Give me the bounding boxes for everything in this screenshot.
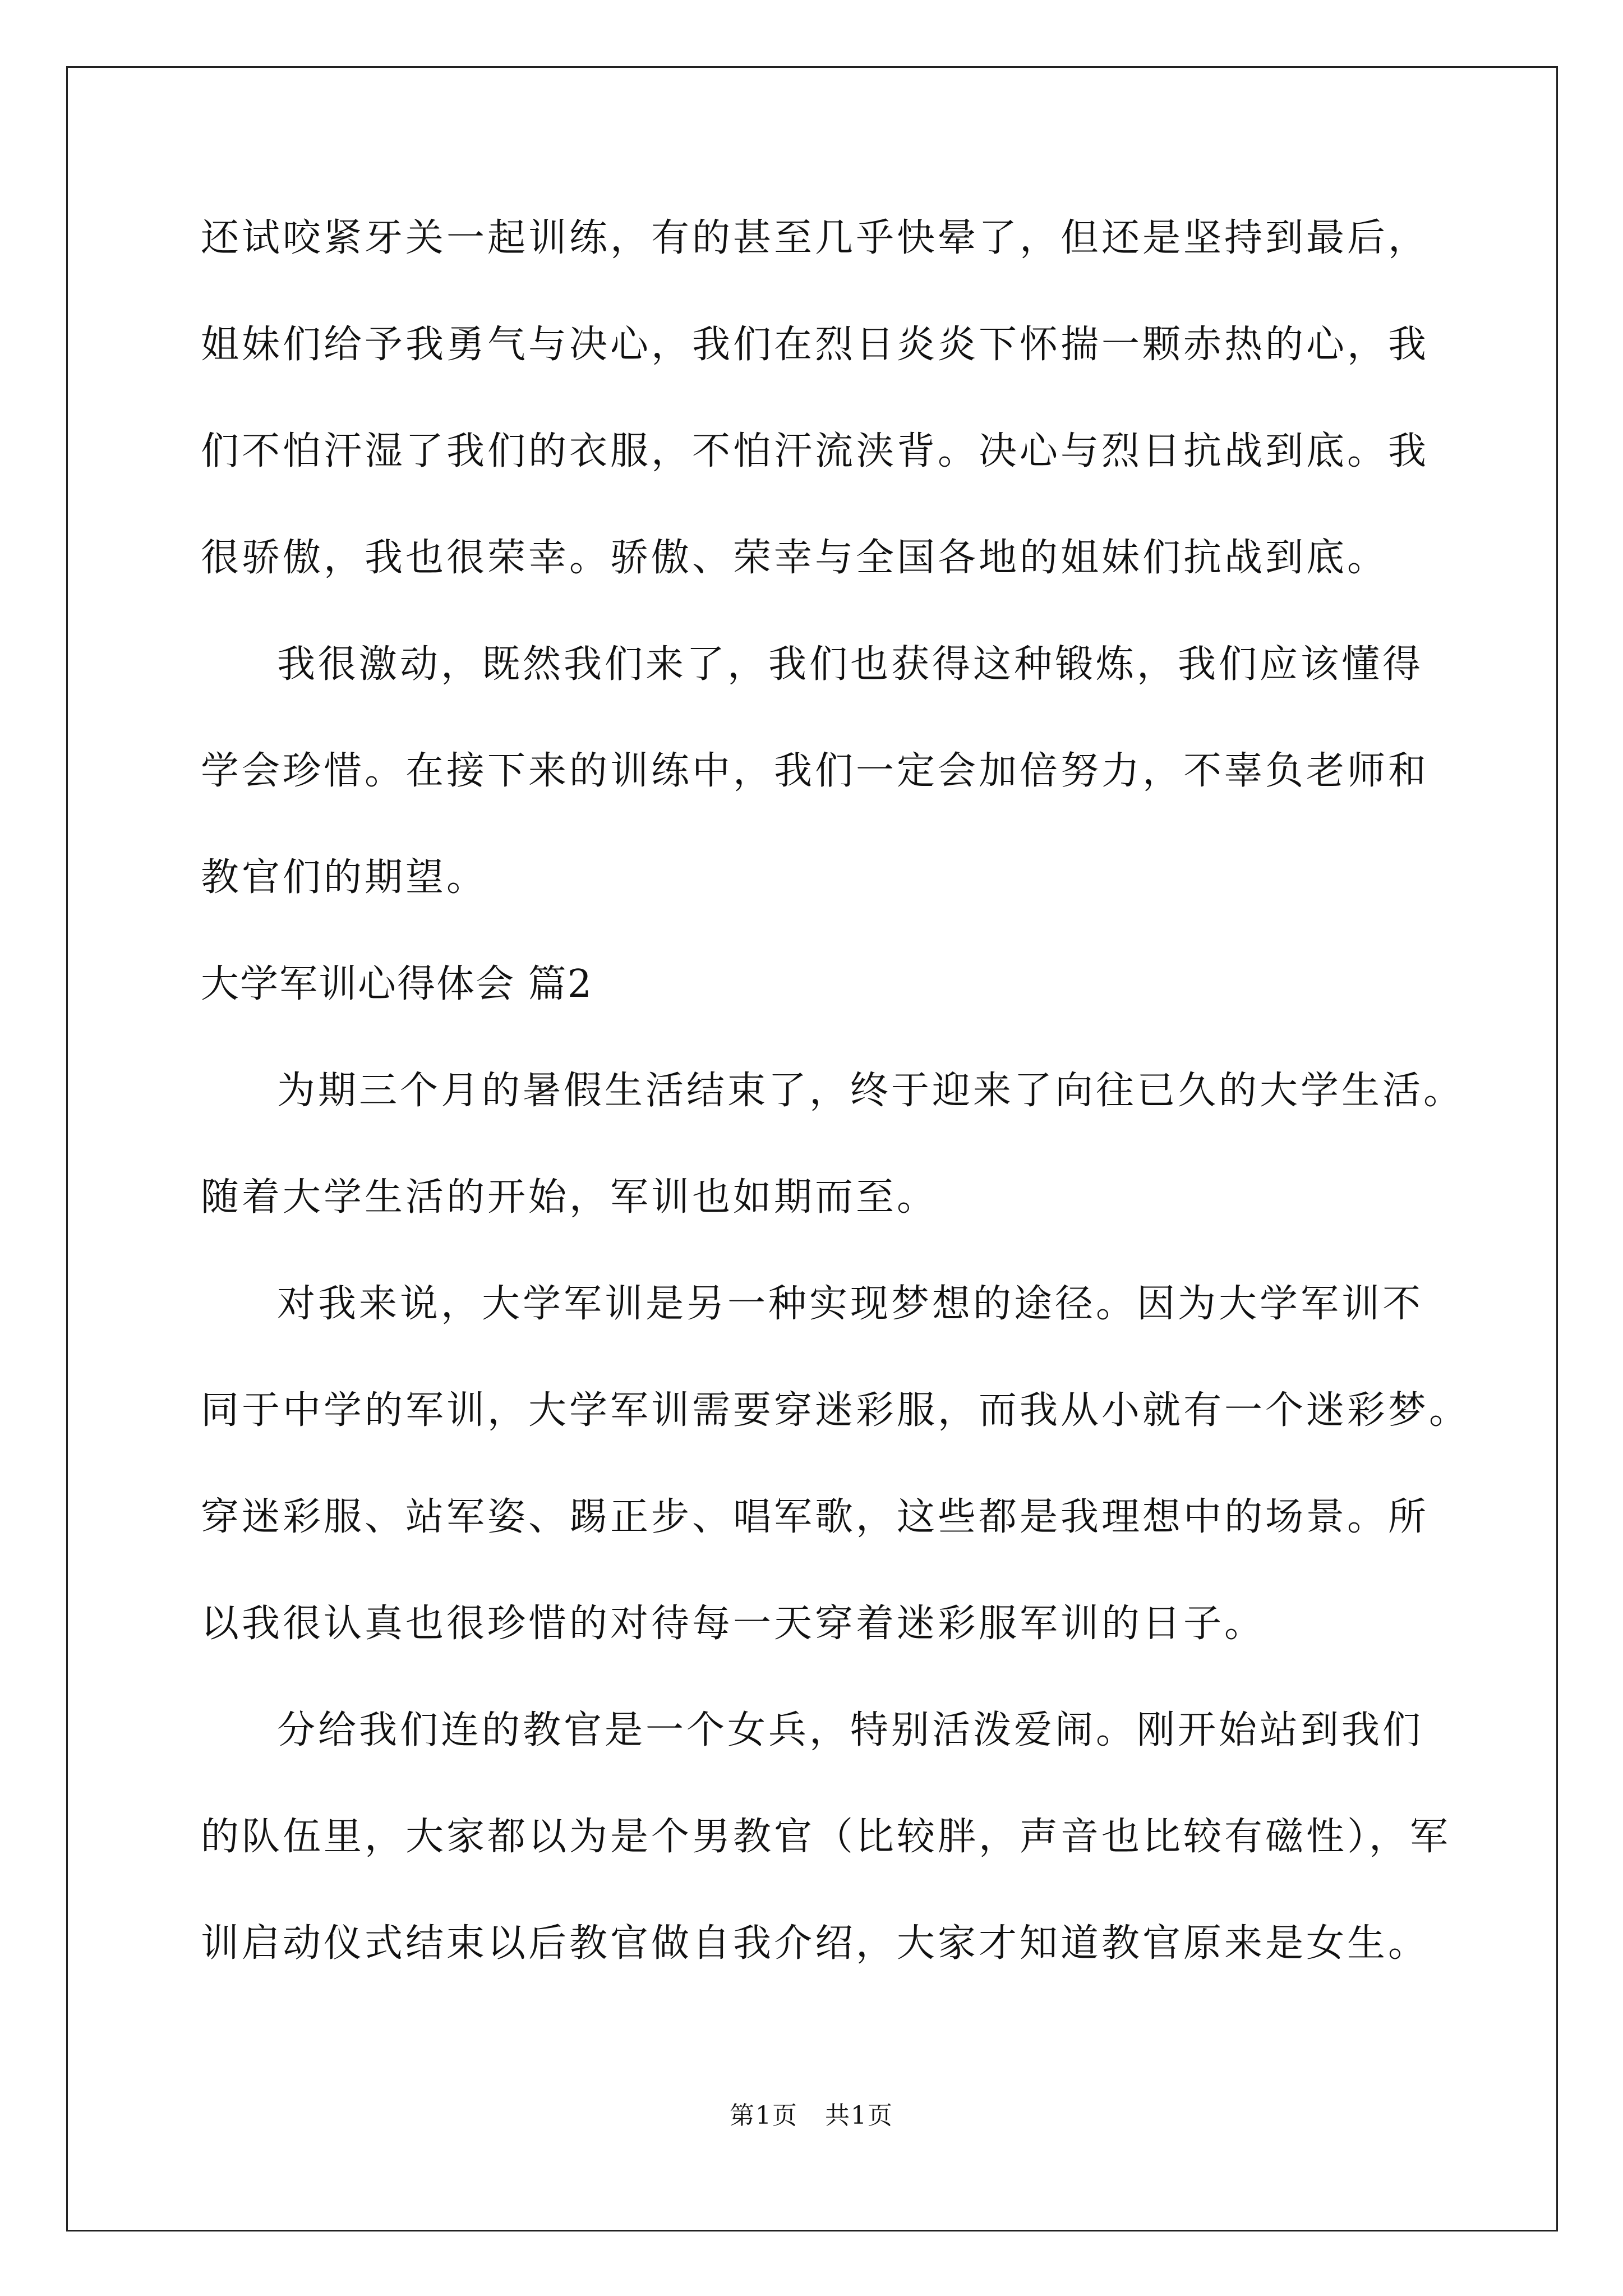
text-line: 教官们的期望。: [201, 855, 488, 900]
text-line: 同于中学的军训，大学军训需要穿迷彩服，而我从小就有一个迷彩梦。: [201, 1388, 1470, 1433]
text-line: 随着大学生活的开始，军训也如期而至。: [201, 1175, 938, 1220]
text-line: 们不怕汗湿了我们的衣服，不怕汗流浃背。决心与烈日抗战到底。我: [201, 429, 1430, 473]
text-line: 对我来说，大学军训是另一种实现梦想的途径。因为大学军训不: [277, 1282, 1424, 1326]
text-line: 为期三个月的暑假生活结束了，终于迎来了向往已久的大学生活。: [277, 1069, 1465, 1113]
text-line: 我很激动，既然我们来了，我们也获得这种锻炼，我们应该懂得: [277, 642, 1424, 687]
text-line: 训启动仪式结束以后教官做自我介绍，大家才知道教官原来是女生。: [201, 1921, 1430, 1966]
text-line: 很骄傲，我也很荣幸。骄傲、荣幸与全国各地的姐妹们抗战到底。: [201, 536, 1389, 580]
text-line: 穿迷彩服、站军姿、踢正步、唱军歌，这些都是我理想中的场景。所: [201, 1495, 1430, 1539]
text-line: 以我很认真也很珍惜的对待每一天穿着迷彩服军训的日子。: [201, 1602, 1266, 1646]
text-line: 还试咬紧牙关一起训练，有的甚至几乎快晕了，但还是坚持到最后，: [201, 216, 1430, 260]
text-line: 姐妹们给予我勇气与决心，我们在烈日炎炎下怀揣一颗赤热的心，我: [201, 323, 1430, 367]
section-heading: 大学军训心得体会 篇2: [201, 962, 593, 1006]
text-line: 学会珍惜。在接下来的训练中，我们一定会加倍努力，不辜负老师和: [201, 749, 1430, 793]
text-line: 的队伍里，大家都以为是个男教官（比较胖，声音也比较有磁性），军: [201, 1815, 1451, 1859]
document-body: [201, 205, 1470, 2017]
text-line: 分给我们连的教官是一个女兵，特别活泼爱闹。刚开始站到我们: [277, 1708, 1424, 1752]
page-footer: 第1页 共1页: [730, 2101, 893, 2130]
